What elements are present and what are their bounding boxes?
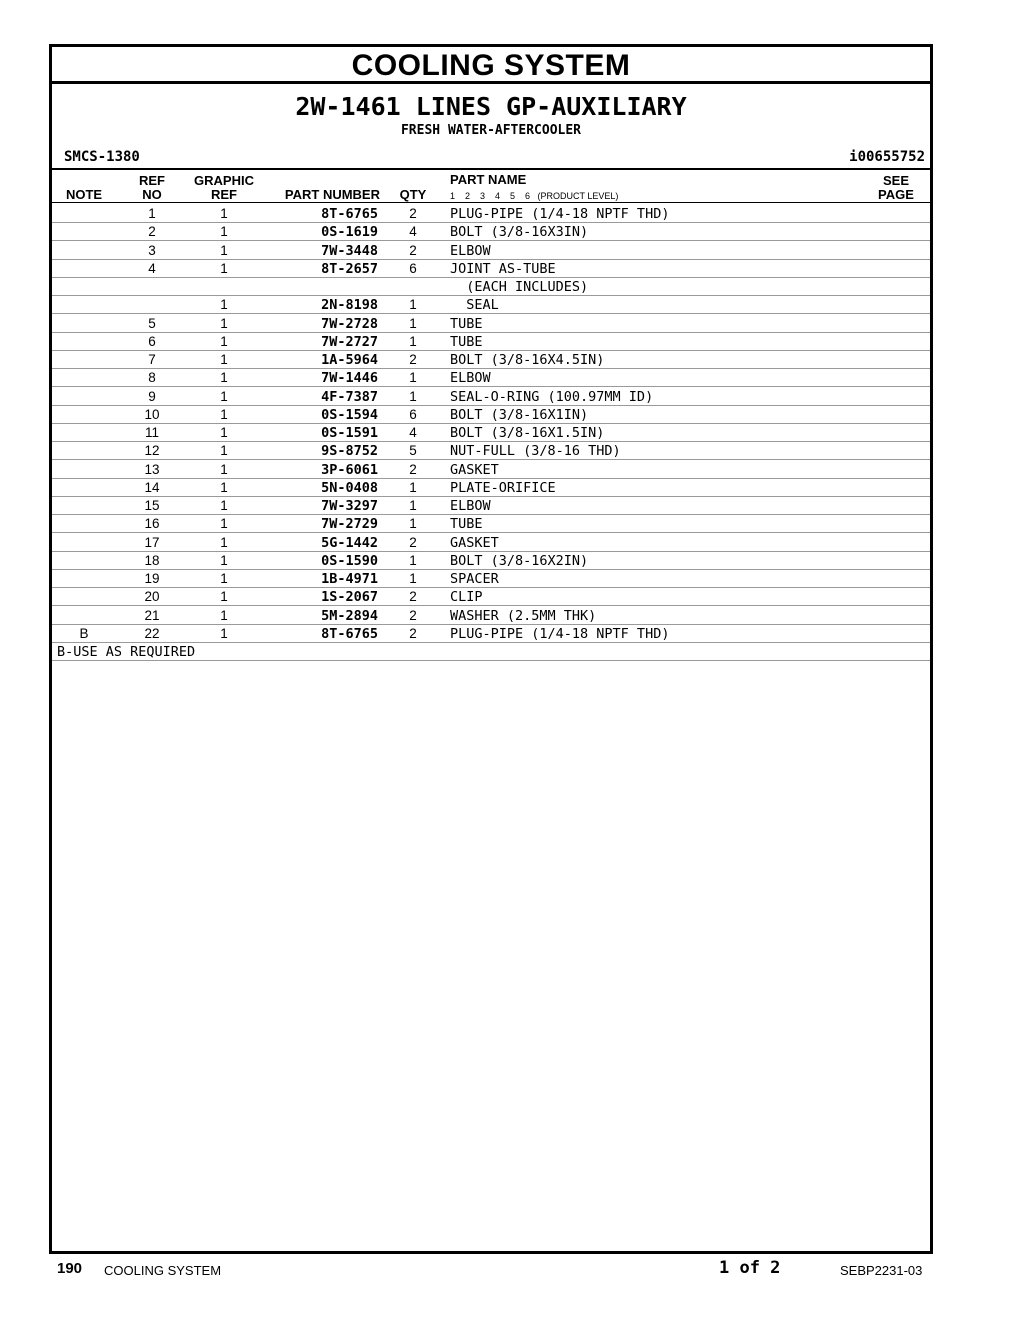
row-part-number: 5M-2894 bbox=[321, 607, 378, 624]
row-part-number: 7W-2727 bbox=[321, 333, 378, 350]
row-part-number: 0S-1591 bbox=[321, 425, 378, 441]
row-part-name: CLIP bbox=[450, 589, 483, 606]
footer-page-of: 1 of 2 bbox=[719, 1258, 781, 1278]
row-qty: 2 bbox=[409, 352, 417, 367]
row-graphic-ref: 1 bbox=[220, 443, 228, 459]
row-graphic-ref: 1 bbox=[220, 388, 228, 404]
row-part-number: 7W-1446 bbox=[321, 370, 378, 387]
row-part-number: 3P-6061 bbox=[321, 461, 378, 478]
col-graphic-bottom: REF bbox=[211, 187, 237, 202]
table-row bbox=[52, 551, 930, 570]
row-ref-no: 10 bbox=[144, 406, 160, 422]
row-part-name: TUBE bbox=[450, 333, 483, 350]
row-ref-no: 16 bbox=[144, 516, 160, 532]
col-ref-bottom: NO bbox=[142, 187, 162, 202]
row-qty: 1 bbox=[409, 516, 417, 532]
row-part-name: BOLT (3/8-16X3IN) bbox=[450, 224, 589, 241]
table-row bbox=[52, 204, 930, 223]
table-row bbox=[52, 514, 930, 533]
footnote-row bbox=[52, 642, 930, 661]
table-row bbox=[52, 423, 930, 442]
table-row bbox=[52, 368, 930, 387]
row-qty: 1 bbox=[409, 370, 417, 386]
row-ref-no: 5 bbox=[148, 315, 156, 331]
section-title: COOLING SYSTEM bbox=[52, 47, 930, 84]
row-qty: 6 bbox=[409, 406, 417, 422]
table-row bbox=[52, 350, 930, 369]
row-qty: 1 bbox=[409, 315, 417, 331]
table-row bbox=[52, 295, 930, 314]
row-qty: 4 bbox=[409, 224, 417, 240]
table-row bbox=[52, 533, 930, 552]
footer-section: COOLING SYSTEM bbox=[104, 1263, 222, 1278]
row-part-number: 0S-1619 bbox=[321, 224, 378, 241]
row-ref-no: 4 bbox=[148, 260, 156, 276]
parts-page-frame bbox=[49, 44, 933, 1254]
row-part-number: 1A-5964 bbox=[321, 352, 378, 368]
row-qty: 2 bbox=[409, 534, 417, 550]
row-qty: 1 bbox=[409, 552, 417, 568]
row-graphic-ref: 1 bbox=[220, 425, 228, 440]
group-title: 2W-1461 LINES GP-AUXILIARY bbox=[295, 92, 687, 121]
row-graphic-ref: 1 bbox=[220, 370, 228, 386]
table-row bbox=[52, 387, 930, 406]
smcs-code: SMCS-1380 bbox=[64, 149, 140, 165]
table-row bbox=[52, 332, 930, 351]
row-graphic-ref: 1 bbox=[220, 607, 228, 623]
row-graphic-ref: 1 bbox=[220, 479, 228, 495]
row-part-name: GASKET bbox=[450, 461, 499, 478]
col-see-bottom: PAGE bbox=[878, 187, 914, 202]
row-part-number: 9S-8752 bbox=[321, 443, 378, 460]
row-ref-no: 14 bbox=[144, 479, 160, 495]
footer-page-number: 190 bbox=[57, 1260, 83, 1277]
table-row bbox=[52, 587, 930, 606]
row-part-name: JOINT AS-TUBE bbox=[450, 260, 556, 277]
footnote-text: B-USE AS REQUIRED bbox=[57, 644, 196, 660]
col-note: NOTE bbox=[65, 187, 103, 202]
row-qty: 1 bbox=[409, 297, 417, 313]
table-row bbox=[52, 624, 930, 643]
row-part-name: BOLT (3/8-16X4.5IN) bbox=[450, 352, 605, 368]
row-graphic-ref: 1 bbox=[220, 625, 228, 641]
row-ref-no: 2 bbox=[148, 224, 156, 240]
col-ref-top: REF bbox=[139, 173, 165, 188]
row-graphic-ref: 1 bbox=[220, 498, 228, 513]
row-graphic-ref: 1 bbox=[220, 297, 228, 313]
row-graphic-ref: 1 bbox=[220, 461, 228, 477]
row-part-name: SEAL bbox=[450, 297, 499, 314]
row-ref-no: 3 bbox=[148, 242, 156, 258]
row-part-number: 5N-0408 bbox=[321, 479, 378, 496]
row-qty: 2 bbox=[409, 206, 417, 221]
group-subtitle: FRESH WATER-AFTERCOOLER bbox=[400, 123, 581, 138]
row-graphic-ref: 1 bbox=[220, 406, 228, 422]
row-ref-no: 9 bbox=[148, 388, 156, 404]
table-row bbox=[52, 405, 930, 424]
row-part-name: SEAL-O-RING (100.97MM ID) bbox=[450, 388, 654, 405]
col-graphic-top: GRAPHIC bbox=[194, 173, 254, 188]
row-ref-no: 8 bbox=[148, 370, 156, 386]
row-graphic-ref: 1 bbox=[220, 352, 228, 367]
row-part-name: ELBOW bbox=[450, 242, 491, 259]
footer-doc-id: SEBP2231-03 bbox=[840, 1263, 923, 1278]
col-part-number: PART NUMBER bbox=[284, 187, 380, 202]
row-graphic-ref: 1 bbox=[220, 552, 228, 568]
row-graphic-ref: 1 bbox=[220, 315, 228, 331]
row-graphic-ref: 1 bbox=[220, 224, 228, 240]
row-ref-no: 21 bbox=[144, 607, 160, 623]
row-qty: 6 bbox=[409, 260, 417, 276]
row-ref-no: 1 bbox=[148, 206, 156, 221]
row-ref-no: 7 bbox=[148, 352, 156, 367]
row-part-number: 4F-7387 bbox=[321, 388, 378, 405]
row-part-number: 7W-3297 bbox=[321, 498, 378, 514]
header-divider-top bbox=[52, 168, 930, 170]
row-graphic-ref: 1 bbox=[220, 589, 228, 605]
row-ref-no: 20 bbox=[144, 589, 160, 605]
row-part-number: 2N-8198 bbox=[321, 297, 378, 314]
row-graphic-ref: 1 bbox=[220, 534, 228, 550]
table-row bbox=[52, 441, 930, 460]
row-part-name: TUBE bbox=[450, 516, 483, 533]
row-part-name: TUBE bbox=[450, 315, 483, 332]
row-part-number: 8T-6765 bbox=[321, 625, 378, 642]
row-ref-no: 18 bbox=[144, 552, 160, 568]
row-part-number: 7W-2729 bbox=[321, 516, 378, 533]
row-ref-no: 15 bbox=[144, 498, 160, 513]
table-row bbox=[52, 460, 930, 479]
row-part-name: WASHER (2.5MM THK) bbox=[450, 607, 597, 624]
table-row bbox=[52, 478, 930, 497]
row-ref-no: 13 bbox=[144, 461, 160, 477]
row-qty: 1 bbox=[409, 479, 417, 495]
table-row bbox=[52, 569, 930, 588]
table-row bbox=[52, 314, 930, 333]
col-see-top: SEE bbox=[882, 173, 909, 188]
row-part-number: 0S-1590 bbox=[321, 552, 378, 569]
row-qty: 2 bbox=[409, 607, 417, 623]
row-ref-no: 12 bbox=[144, 443, 160, 459]
row-graphic-ref: 1 bbox=[220, 206, 228, 221]
row-graphic-ref: 1 bbox=[220, 571, 228, 586]
row-part-name: GASKET bbox=[450, 534, 499, 551]
row-part-name: PLUG-PIPE (1/4-18 NPTF THD) bbox=[450, 625, 670, 642]
row-part-number: 7W-2728 bbox=[321, 315, 378, 332]
row-qty: 2 bbox=[409, 625, 417, 641]
row-part-number: 1S-2067 bbox=[321, 589, 378, 606]
row-part-name: ELBOW bbox=[450, 498, 491, 514]
row-part-name: PLUG-PIPE (1/4-18 NPTF THD) bbox=[450, 206, 670, 222]
table-row bbox=[52, 606, 930, 625]
row-ref-no: 19 bbox=[144, 571, 160, 586]
row-part-name: SPACER bbox=[450, 571, 499, 587]
table-row bbox=[52, 259, 930, 278]
row-part-number: 7W-3448 bbox=[321, 242, 378, 259]
row-part-name: NUT-FULL (3/8-16 THD) bbox=[450, 443, 621, 460]
row-qty: 2 bbox=[409, 589, 417, 605]
row-part-number: 1B-4971 bbox=[321, 571, 378, 587]
row-qty: 1 bbox=[409, 388, 417, 404]
row-graphic-ref: 1 bbox=[220, 333, 228, 349]
row-part-name: BOLT (3/8-16X1IN) bbox=[450, 406, 589, 423]
row-ref-no: 22 bbox=[144, 625, 160, 641]
header-divider-bottom bbox=[52, 202, 930, 203]
row-part-name: BOLT (3/8-16X2IN) bbox=[450, 552, 589, 569]
row-qty: 4 bbox=[409, 425, 417, 440]
row-ref-no: 6 bbox=[148, 333, 156, 349]
col-part-name: PART NAME bbox=[450, 172, 527, 187]
row-part-number: 0S-1594 bbox=[321, 406, 378, 423]
row-part-name: BOLT (3/8-16X1.5IN) bbox=[450, 425, 605, 441]
row-part-name: (EACH INCLUDES) bbox=[450, 279, 589, 295]
illustration-id: i00655752 bbox=[849, 149, 925, 165]
table-row bbox=[52, 222, 930, 241]
row-qty: 2 bbox=[409, 461, 417, 477]
row-part-number: 5G-1442 bbox=[321, 534, 378, 551]
row-part-name: ELBOW bbox=[450, 370, 491, 387]
row-qty: 2 bbox=[409, 242, 417, 258]
col-product-level: 1 2 3 4 5 6 (PRODUCT LEVEL) bbox=[450, 191, 619, 201]
row-part-number: 8T-6765 bbox=[321, 206, 378, 222]
row-graphic-ref: 1 bbox=[220, 516, 228, 532]
row-graphic-ref: 1 bbox=[220, 260, 228, 276]
table-row bbox=[52, 277, 930, 296]
row-qty: 5 bbox=[409, 443, 417, 459]
row-qty: 1 bbox=[409, 571, 417, 586]
row-qty: 1 bbox=[409, 498, 417, 513]
col-qty: QTY bbox=[399, 187, 427, 202]
row-ref-no: 11 bbox=[144, 425, 159, 440]
row-qty: 1 bbox=[409, 333, 417, 349]
table-row bbox=[52, 241, 930, 260]
table-row bbox=[52, 496, 930, 515]
row-ref-no: 17 bbox=[144, 534, 160, 550]
row-part-number: 8T-2657 bbox=[321, 260, 378, 277]
row-note: B bbox=[79, 625, 89, 641]
row-part-name: PLATE-ORIFICE bbox=[450, 479, 556, 496]
row-graphic-ref: 1 bbox=[220, 242, 228, 258]
